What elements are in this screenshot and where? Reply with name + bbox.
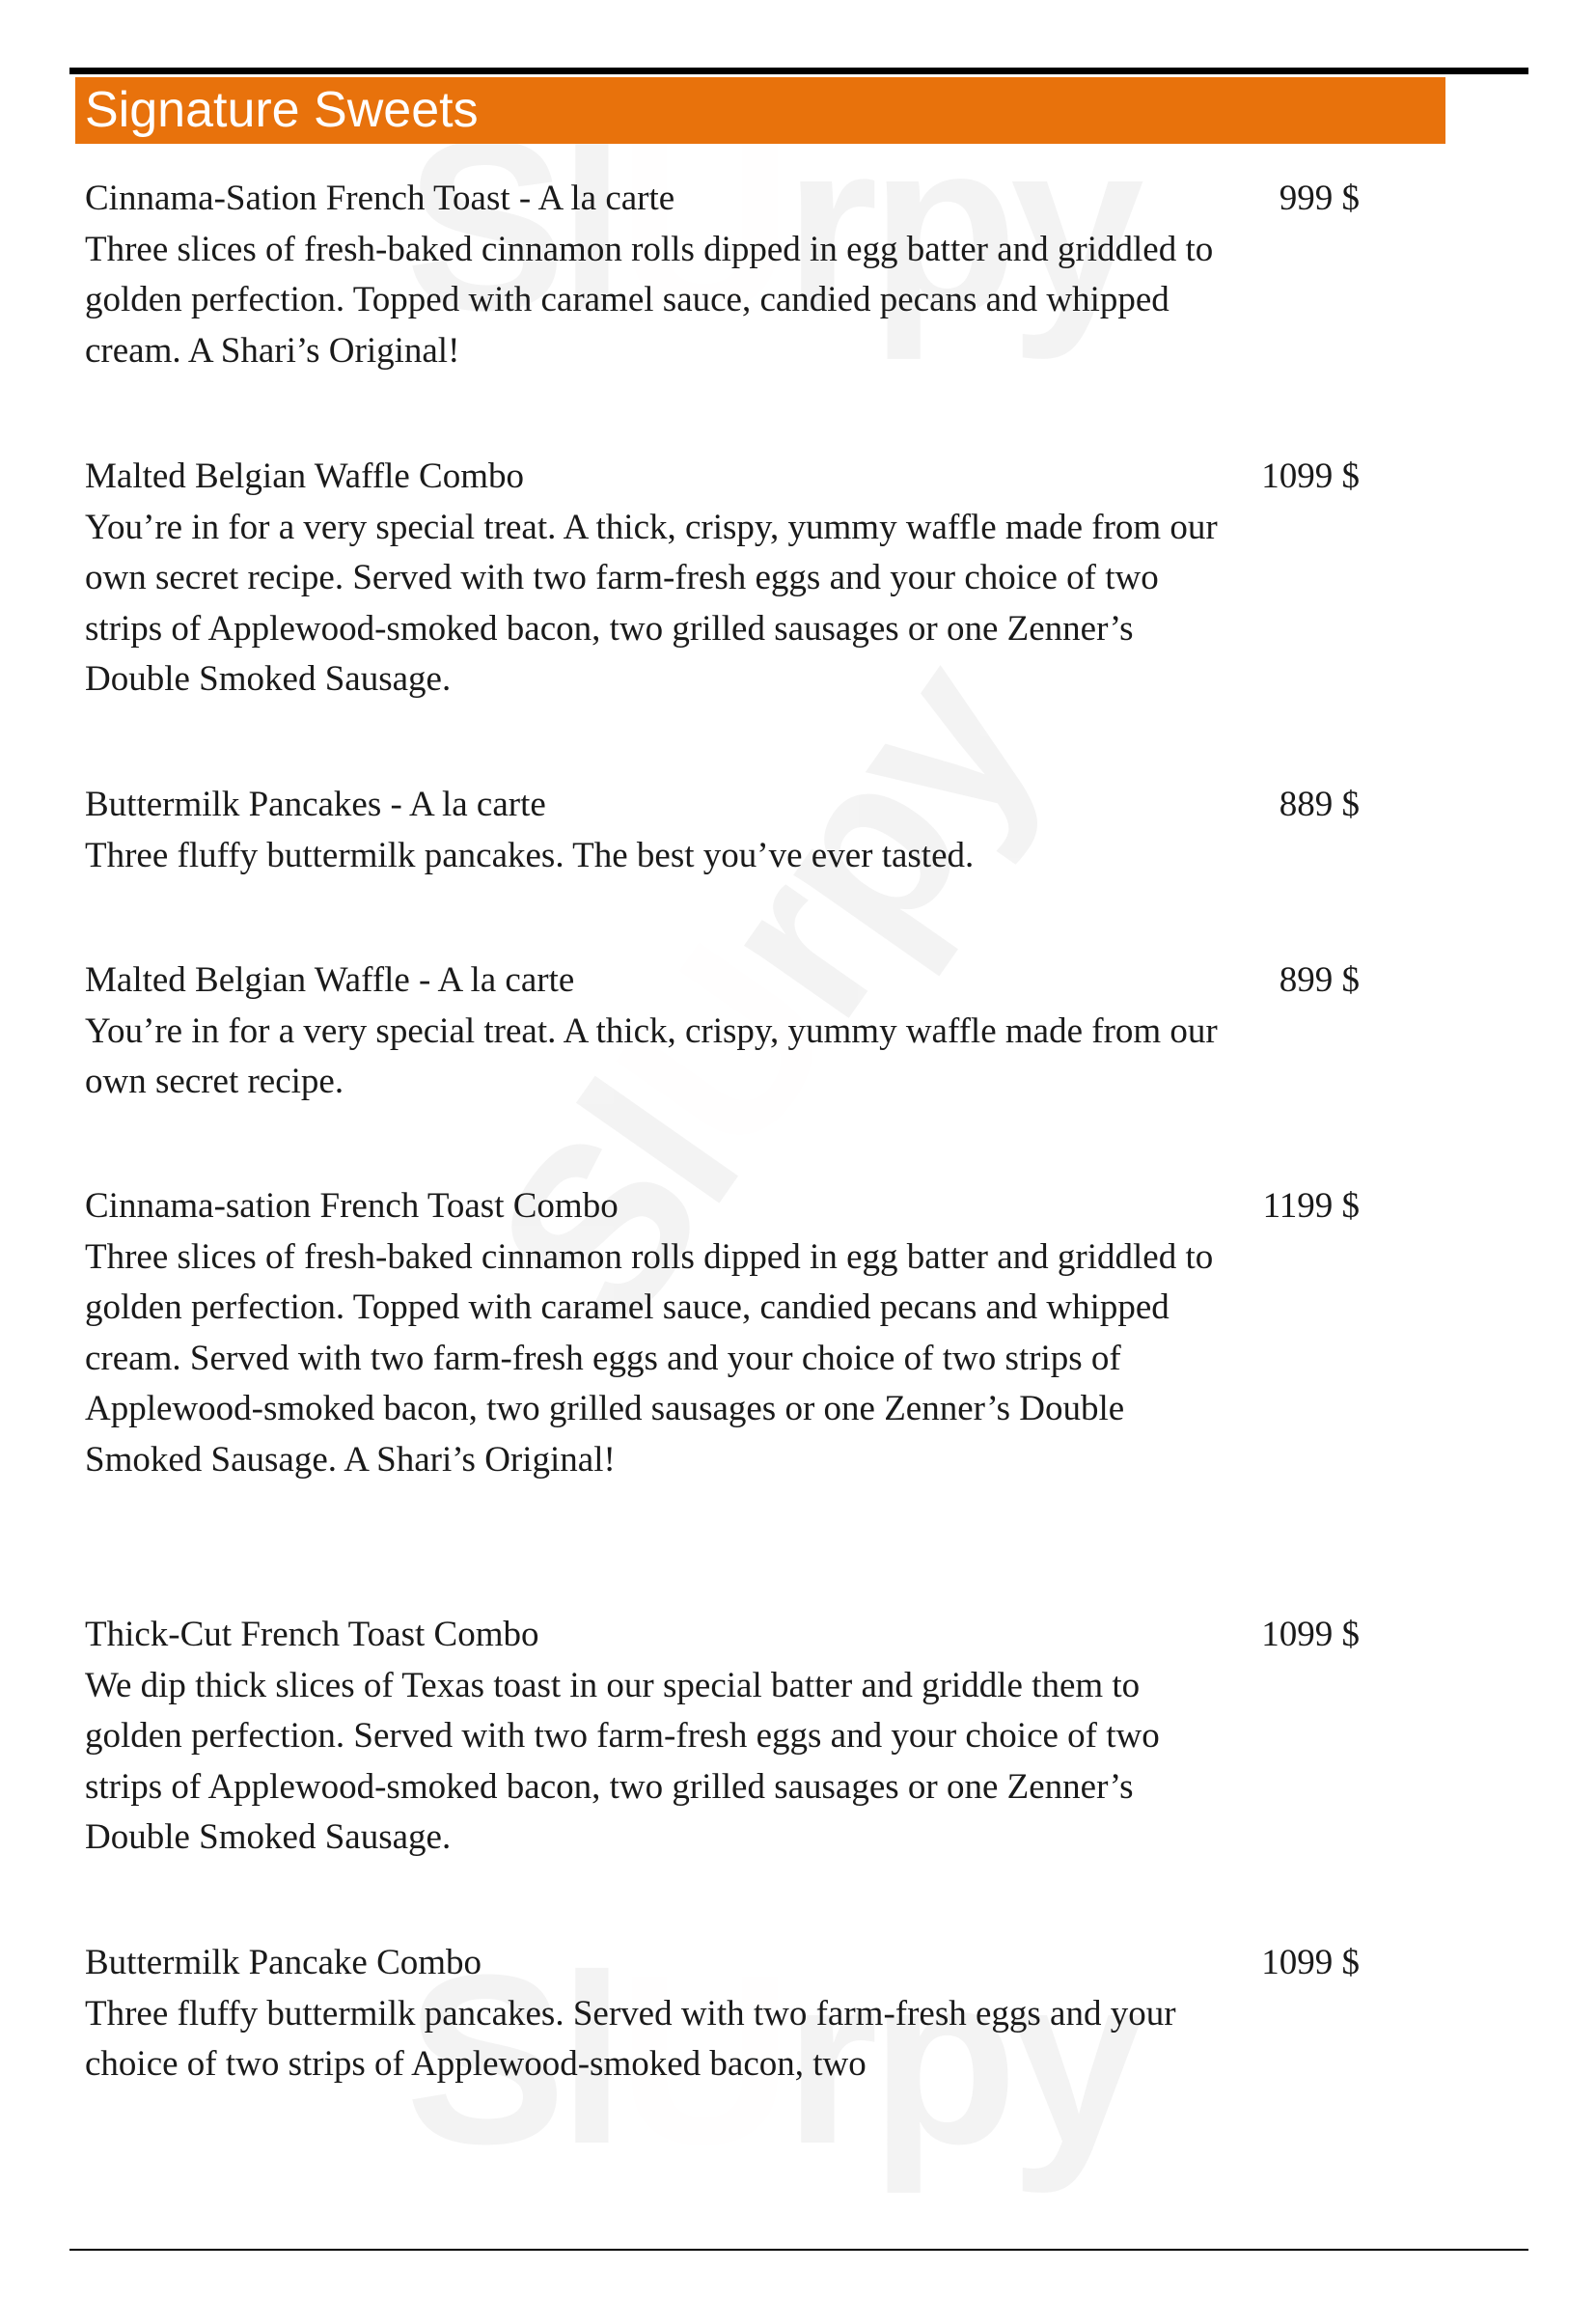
- menu-item: [85, 1610, 1362, 1864]
- menu-item: [85, 1181, 1362, 1485]
- item-name: Buttermilk Pancake Combo: [85, 1943, 482, 1982]
- item-price: 899 $: [1279, 960, 1360, 1000]
- item-name: Thick-Cut French Toast Combo: [85, 1615, 539, 1654]
- item-description: Three slices of fresh-baked cinnamon rolls dipped in egg batter and griddled to golden perfection. Topped with caramel sauce, candied pecans and whipped cream. Served with two farm-fresh eggs and your choice of two strips of Applewood-smoked bacon, two grilled sausages or one Zenner’s Double Smoked Sausage. A Shari’s Original!: [85, 1236, 1214, 1480]
- bottom-rule: [69, 2249, 1528, 2251]
- menu-item: [85, 780, 1362, 881]
- item-description: You’re in for a very special treat. A thick, crispy, yummy waffle made from our own secret recipe.: [85, 1010, 1218, 1101]
- item-price: 1199 $: [1262, 1186, 1360, 1226]
- section-title: Signature Sweets: [85, 82, 479, 138]
- item-name: Cinnama-sation French Toast Combo: [85, 1186, 619, 1226]
- item-description: Three fluffy buttermilk pancakes. Served with two farm-fresh eggs and your choice of two strips of Applewood-smoked bacon, two: [85, 1993, 1176, 2084]
- item-price: 889 $: [1279, 785, 1360, 824]
- top-rule: [69, 68, 1528, 74]
- menu-item: [85, 1938, 1362, 2090]
- item-price: 1099 $: [1261, 1615, 1360, 1654]
- item-description: Three fluffy buttermilk pancakes. The best you’ve ever tasted.: [85, 835, 975, 875]
- item-description: We dip thick slices of Texas toast in our special batter and griddle them to golden perfection. Served with two farm-fresh eggs and your choice of two strips of Applewood-smoked bacon, two grilled sausages or one Zenner’s Double Smoked Sausage.: [85, 1665, 1160, 1857]
- item-price: 999 $: [1279, 179, 1360, 218]
- item-name: Malted Belgian Waffle - A la carte: [85, 960, 575, 1000]
- item-name: Malted Belgian Waffle Combo: [85, 457, 524, 496]
- item-description: You’re in for a very special treat. A thick, crispy, yummy waffle made from our own secret recipe. Served with two farm-fresh eggs and your choice of two strips of Applewood-smoked bacon, two grilled sausages or one Zenner’s Double Smoked Sausage.: [85, 507, 1218, 699]
- menu-item: [85, 174, 1362, 376]
- item-price: 1099 $: [1261, 1943, 1360, 1982]
- item-name: Buttermilk Pancakes - A la carte: [85, 785, 546, 824]
- item-price: 1099 $: [1261, 457, 1360, 496]
- item-name: Cinnama-Sation French Toast - A la carte: [85, 179, 675, 218]
- menu-item: [85, 955, 1362, 1108]
- item-description: Three slices of fresh-baked cinnamon rolls dipped in egg batter and griddled to golden perfection. Topped with caramel sauce, candied pecans and whipped cream. A Shari’s Original!: [85, 229, 1214, 371]
- menu-item: [85, 452, 1362, 706]
- section-header: [75, 77, 1445, 144]
